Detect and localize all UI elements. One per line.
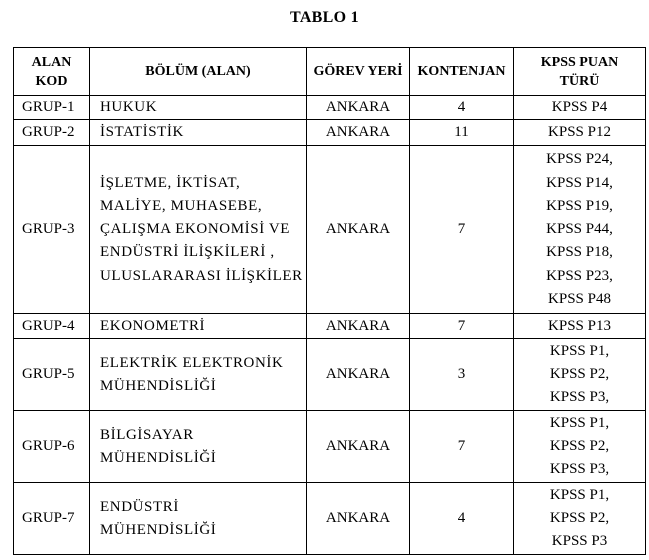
- table-body: [14, 96, 646, 555]
- table-row: [14, 96, 646, 120]
- bolum-line: ÇALIŞMA EKONOMİSİ VE: [100, 221, 291, 238]
- row-kod: GRUP-7: [14, 483, 90, 555]
- kpss-line: KPSS P19,: [546, 197, 613, 214]
- row-kpss: [514, 339, 646, 411]
- bolum-line: ENDÜSTRİ İLİŞKİLERİ ,: [100, 244, 275, 261]
- header-alan-kod-line: ALAN: [31, 54, 72, 70]
- kpss-line: KPSS P3: [551, 533, 608, 550]
- row-bolum: [90, 146, 307, 314]
- row-kontenjan: 7: [410, 314, 514, 339]
- row-kpss: [514, 314, 646, 339]
- row-gorev-yeri: ANKARA: [307, 339, 410, 411]
- bolum-line: MALİYE, MUHASEBE,: [100, 197, 263, 214]
- row-kpss: [514, 483, 646, 555]
- kpss-line: KPSS P23,: [546, 267, 613, 284]
- bolum-line: İSTATİSTİK: [100, 124, 184, 141]
- row-bolum: [90, 411, 307, 483]
- row-kpss: [514, 411, 646, 483]
- bolum-line: ENDÜSTRİ: [100, 498, 179, 515]
- kpss-line: KPSS P4: [551, 99, 608, 115]
- bolum-line: MÜHENDİSLİĞİ: [100, 521, 217, 538]
- table-row: [14, 120, 646, 146]
- header-alan-kod-line: KOD: [35, 73, 68, 89]
- row-kontenjan: 7: [410, 411, 514, 483]
- header-gorev-yeri: GÖREV YERİ: [307, 48, 410, 96]
- bolum-line: MÜHENDİSLİĞİ: [100, 377, 217, 394]
- kpss-line: KPSS P1,: [549, 414, 610, 431]
- kpss-line: KPSS P48: [548, 291, 611, 308]
- kpss-line: KPSS P14,: [546, 174, 613, 191]
- table-row: [14, 314, 646, 339]
- row-bolum: [90, 96, 307, 120]
- row-kpss: [514, 96, 646, 120]
- kpss-line: KPSS P12: [548, 124, 611, 141]
- row-gorev-yeri: ANKARA: [307, 96, 410, 120]
- kpss-line: KPSS P3,: [549, 389, 610, 406]
- header-row: [14, 48, 646, 96]
- kpss-line: KPSS P1,: [549, 486, 610, 503]
- kpss-line: KPSS P24,: [546, 151, 613, 168]
- row-kpss: [514, 120, 646, 146]
- row-kod: GRUP-5: [14, 339, 90, 411]
- row-kontenjan: 11: [410, 120, 514, 146]
- table-row: [14, 483, 646, 555]
- row-kod: GRUP-3: [14, 146, 90, 314]
- header-kpss-line: KPSS PUAN: [540, 54, 619, 70]
- header-kpss-line: TÜRÜ: [559, 73, 600, 89]
- row-gorev-yeri: ANKARA: [307, 120, 410, 146]
- bolum-line: ULUSLARARASI İLİŞKİLER: [100, 267, 303, 284]
- row-gorev-yeri: ANKARA: [307, 411, 410, 483]
- bolum-line: BİLGİSAYAR: [100, 426, 194, 443]
- row-kontenjan: 4: [410, 483, 514, 555]
- kpss-line: KPSS P2,: [549, 438, 610, 455]
- kpss-line: KPSS P44,: [546, 221, 613, 238]
- header-alan-kod: [14, 48, 90, 96]
- bolum-line: HUKUK: [100, 99, 158, 115]
- row-kod: GRUP-1: [14, 96, 90, 120]
- header-kontenjan: KONTENJAN: [410, 48, 514, 96]
- row-bolum: [90, 314, 307, 339]
- row-bolum: [90, 339, 307, 411]
- kpss-line: KPSS P1,: [549, 342, 610, 359]
- row-kontenjan: 4: [410, 96, 514, 120]
- kpss-line: KPSS P18,: [546, 244, 613, 261]
- quota-table: [13, 47, 646, 555]
- row-kod: GRUP-2: [14, 120, 90, 146]
- table-row: [14, 411, 646, 483]
- table-title: TABLO 1: [290, 9, 359, 26]
- row-kod: GRUP-6: [14, 411, 90, 483]
- table-row: [14, 339, 646, 411]
- bolum-line: ELEKTRİK ELEKTRONİK: [100, 354, 284, 371]
- kpss-line: KPSS P2,: [549, 510, 610, 527]
- bolum-line: İŞLETME, İKTİSAT,: [100, 174, 241, 191]
- row-gorev-yeri: ANKARA: [307, 314, 410, 339]
- table-row: [14, 146, 646, 314]
- bolum-line: MÜHENDİSLİĞİ: [100, 449, 217, 466]
- row-kod: GRUP-4: [14, 314, 90, 339]
- row-bolum: [90, 120, 307, 146]
- row-bolum: [90, 483, 307, 555]
- row-kpss: [514, 146, 646, 314]
- kpss-line: KPSS P2,: [549, 366, 610, 383]
- row-gorev-yeri: ANKARA: [307, 483, 410, 555]
- row-kontenjan: 3: [410, 339, 514, 411]
- kpss-line: KPSS P13: [548, 317, 611, 334]
- row-kontenjan: 7: [410, 146, 514, 314]
- header-kpss: [514, 48, 646, 96]
- kpss-line: KPSS P3,: [549, 461, 610, 478]
- row-gorev-yeri: ANKARA: [307, 146, 410, 314]
- header-bolum: BÖLÜM (ALAN): [90, 48, 307, 96]
- bolum-line: EKONOMETRİ: [100, 317, 206, 334]
